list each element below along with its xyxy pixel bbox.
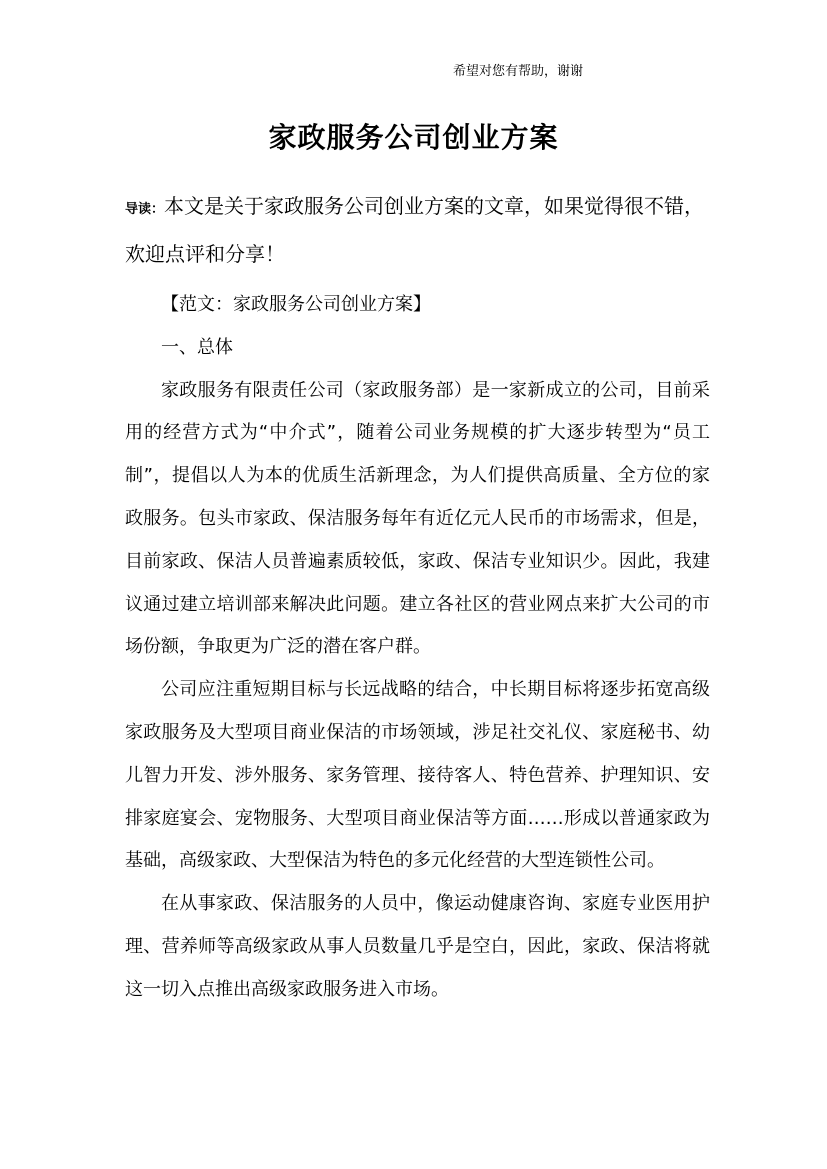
body-paragraph: 家政服务有限责任公司（家政服务部）是一家新成立的公司，目前采用的经营方式为“中介式”，随着公司业务规模的扩大逐步转型为“员工制”，提倡以人为本的优质生活新理念，为人们提供高质量、全方位的家政服务。包头市家政、保洁服务每年有近亿元人民币的市场需求，但是，目前家政、保洁人员普遍素质较低，家政、保洁专业知识少。因此，我建议通过建立培训部来解决此问题。建立各社区的营业网点来扩大公司的市场份额，争取更为广泛的潜在客户群。 xyxy=(125,379,710,658)
section-heading-overview: 一、总体 xyxy=(161,336,233,358)
body-paragraph: 公司应注重短期目标与长远战略的结合，中长期目标将逐步拓宽高级家政服务及大型项目商业保洁的市场领域，涉足社交礼仪、家庭秘书、幼儿智力开发、涉外服务、家务管理、接待客人、特色营养、护理知识、安排家庭宴会、宠物服务、大型项目商业保洁等方面……形成以普通家政为基础，高级家政、大型保洁为特色的多元化经营的大型连锁性公司。 xyxy=(125,679,710,872)
document-body xyxy=(125,284,710,1012)
sample-heading: 【范文：家政服务公司创业方案】 xyxy=(161,294,431,315)
body-paragraph: 在从事家政、保洁服务的人员中，像运动健康咨询、家庭专业医用护理、营养师等高级家政从事人员数量几乎是空白，因此，家政、保洁将就这一切入点推出高级家政服务进入市场。 xyxy=(125,893,710,1000)
intro-text: 本文是关于家政服务公司创业方案的文章，如果觉得很不错，欢迎点评和分享！ xyxy=(125,194,705,266)
intro-lead: 导读： xyxy=(125,202,165,217)
header-note: 希望对您有帮助，谢谢 xyxy=(453,64,584,79)
page-title: 家政服务公司创业方案 xyxy=(268,121,559,154)
intro-paragraph xyxy=(125,184,715,277)
